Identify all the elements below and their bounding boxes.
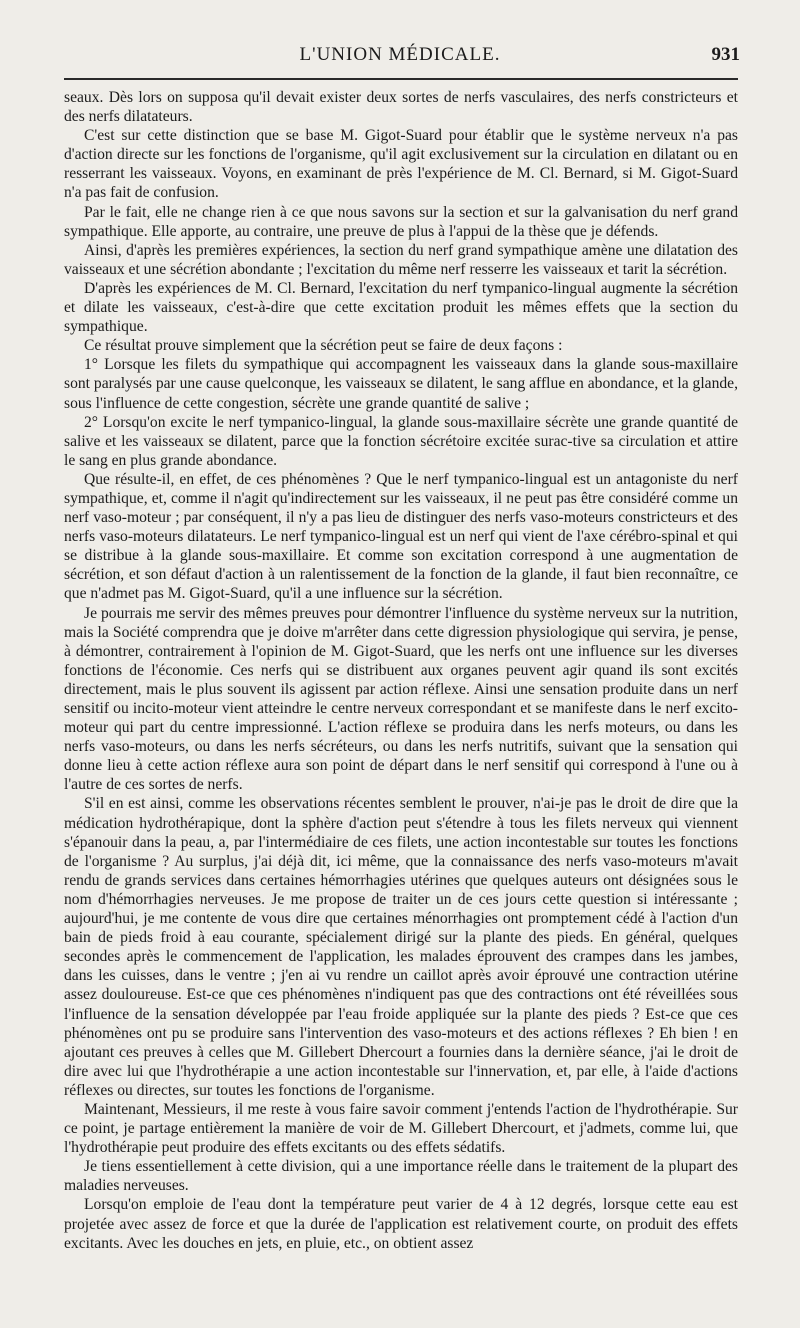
paragraph: seaux. Dès lors on supposa qu'il devait exister deux sortes de nerfs vasculaires, des nerfs constricteurs et des nerfs dilatateurs. [64,89,738,126]
page-header [60,38,740,74]
paragraph: Lorsqu'on emploie de l'eau dont la température peut varier de 4 à 12 degrés, lorsque cette eau est projetée avec assez de force et que la durée de l'application est relativement courte, on produit des effets excitants. Avec les douches en jets, en pluie, etc., on obtient assez [64,1196,738,1252]
paragraph: 1° Lorsque les filets du sympathique qui accompagnent les vaisseaux dans la glande sous-maxillaire sont paralysés par une cause quelconque, les vaisseaux se dilatent, le sang afflue en abondance, et la glande, sous l'influence de cette congestion, sécrète une grande quantité de salive ; [64,356,738,412]
paragraph: Que résulte-il, en effet, de ces phénomènes ? Que le nerf tympanico-lingual est un antagoniste du nerf sympathique, et, comme il n'agit qu'indirectement sur les vaisseaux, il ne peut pas être considéré comme un nerf vaso-moteur ; par conséquent, il n'y a pas lieu de distinguer des nerfs vaso-moteurs constricteurs et des nerfs vaso-moteurs dilatateurs. Le nerf tympanico-lingual est un nerf qui vient de l'axe cérébro-spinal et qui se distribue à la glande sous-maxillaire. Et comme son excitation correspond à une augmentation de sécrétion, et son défaut d'action à un ralentissement de la fonction de la glande, il faut bien reconnaître, ce que n'admet pas M. Gigot-Suard, qu'il a une influence sur la sécrétion. [64,470,738,603]
paragraph: S'il en est ainsi, comme les observations récentes semblent le prouver, n'ai-je pas le droit de dire que la médication hydrothérapique, dont la sphère d'action peut s'étendre à tous les filets nerveux qui viennent s'épanouir dans la peau, a, par l'intermédiaire de ces filets, une action incontestable sur toutes les fonctions de l'organisme ? Au surplus, j'ai déjà dit, ici même, que la connaissance des nerfs vaso-moteurs m'avait rendu de grands services dans certaines hémorrhagies utérines que quelques auteurs ont désignées sous le nom d'hémorrhagies nerveuses. Je me propose de traiter un de ces jours cette question si intéressante ; aujourd'hui, je me contente de vous dire que certaines ménorrhagies ont promptement cédé à l'action d'un bain de pieds froid à eau courante, spécialement dirigé sur la plante des pieds. En général, quelques secondes après le commencement de l'application, les malades éprouvent des crampes dans les jambes, dans les cuisses, dans le ventre ; j'en ai vu rendre un caillot après avoir éprouvé une contraction utérine assez douloureuse. Est-ce que ces phénomènes n'indiquent pas que des contractions ont été réveillées sous l'influence de la sensation développée par l'eau froide appliquée sur la plante des pieds ? Est-ce que ces phénomènes ont pu se produire sans l'intervention des vaso-moteurs et des actions réflexes ? Eh bien ! en ajoutant ces preuves à celles que M. Gillebert Dhercourt a fournies dans la dernière séance, j'ai le droit de dire avec lui que l'hydrothérapie a une action incontestable sur l'innervation, et, par elle, à l'aide d'actions réflexes ou directes, sur toutes les fonctions de l'organisme. [64,795,738,1099]
page-number: 931 [711,44,740,65]
running-title: L'UNION MÉDICALE. [299,44,501,65]
paragraph: Ainsi, d'après les premières expériences, la section du nerf grand sympathique amène une dilatation des vaisseaux et une sécrétion abondante ; l'excitation du même nerf resserre les vaisseaux et tarit la sécrétion. [64,241,738,278]
paragraph: Par le fait, elle ne change rien à ce que nous savons sur la section et sur la galvanisation du nerf grand sympathique. Elle apporte, au contraire, une preuve de plus à l'appui de la thèse que je défends. [64,203,738,240]
body-text [64,88,738,1253]
paragraph: 2° Lorsqu'on excite le nerf tympanico-lingual, la glande sous-maxillaire sécrète une grande quantité de salive et les vaisseaux se dilatent, parce que la fonction sécrétoire excitée surac-tive sa circulation et attire le sang en plus grande abondance. [64,413,738,469]
paragraph: D'après les expériences de M. Cl. Bernard, l'excitation du nerf tympanico-lingual augmente la sécrétion et dilate les vaisseaux, c'est-à-dire que cette excitation produit les mêmes effets que la section du sympathique. [64,279,738,336]
paragraph: Ce résultat prouve simplement que la sécrétion peut se faire de deux façons : [84,337,563,355]
paragraph: C'est sur cette distinction que se base M. Gigot-Suard pour établir que le système nerveux n'a pas d'action directe sur les fonctions de l'organisme, qu'il agit exclusivement sur la circulation en dilatant ou en resserrant les vaisseaux. Voyons, en examinant de près l'expérience de M. Cl. Bernard, si M. Gigot-Suard n'a pas fait de confusion. [64,127,738,202]
paragraph: Je pourrais me servir des mêmes preuves pour démontrer l'influence du système nerveux sur la nutrition, mais la Société comprendra que je doive m'arrêter dans cette digression physiologique qui servira, je pense, à démontrer, contrairement à l'opinion de M. Gigot-Suard, que les nerfs ont une influence sur les diverses fonctions de l'économie. Ces nerfs qui se distribuent aux organes peuvent agir quand ils sont excités directement, mais le plus souvent ils agissent par action réflexe. Ainsi une sensation produite dans un nerf sensitif ou incito-moteur vient atteindre le centre nerveux correspondant et se manifeste dans le nerf excito-moteur qui part du centre impressionné. L'action réflexe se produira dans les nerfs moteurs, ou dans les nerfs vaso-moteurs, ou dans les nerfs sécréteurs, ou dans les nerfs nutritifs, suivant que la sensation qui donne lieu à cette action réflexe aura son point de départ dans le nerf sensitif qui correspond à l'une ou à l'autre de ces sortes de nerfs. [64,604,738,794]
header-rule [64,78,738,80]
paragraph: Maintenant, Messieurs, il me reste à vous faire savoir comment j'entends l'action de l'hydrothérapie. Sur ce point, je partage entièrement la manière de voir de M. Gillebert Dhercourt, et j'admets, comme lui, que l'hydrothérapie peut produire des effets excitants ou des effets sédatifs. [64,1100,738,1157]
paragraph: Je tiens essentiellement à cette division, qui a une importance réelle dans le traitement de la plupart des maladies nerveuses. [64,1158,738,1195]
